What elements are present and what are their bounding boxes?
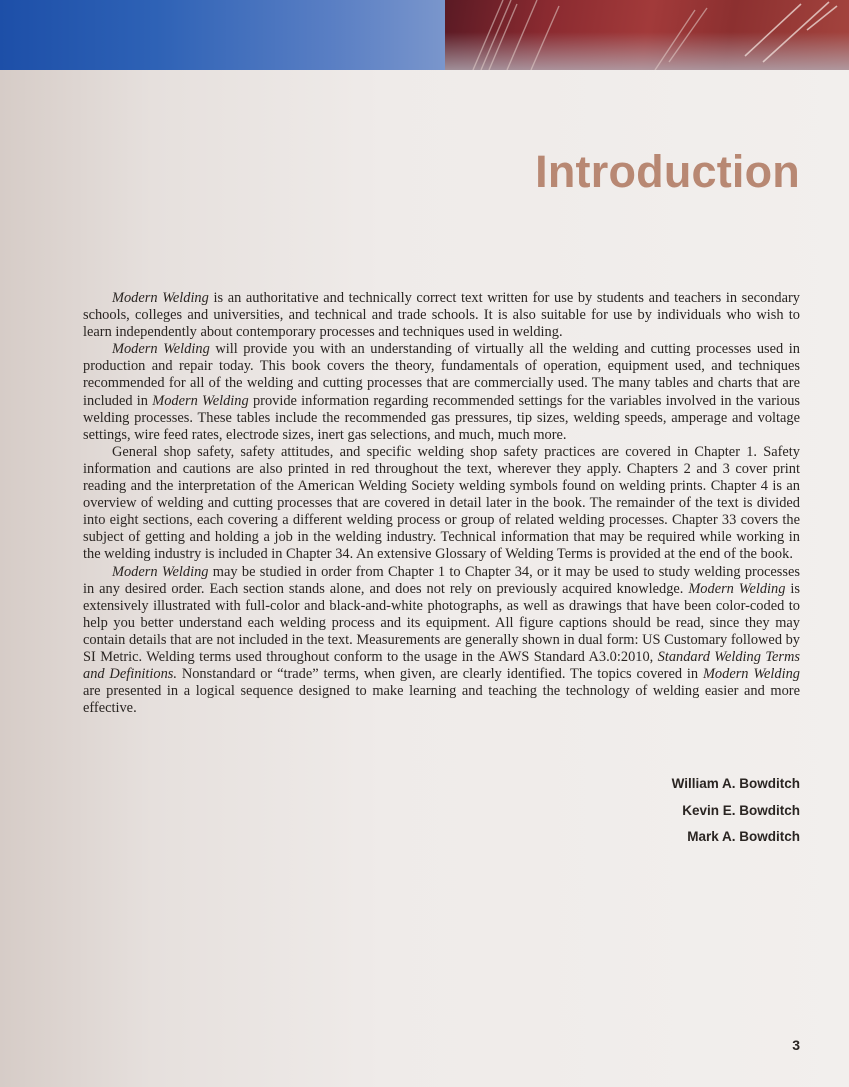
body-paragraph: [83, 290, 800, 341]
paragraph-text: is extensively illustrated with full-color and black-and-white photographs, as well as drawings that have been color-coded to help you better understand each welding process and its equipment. All figure captions should be read, since they may contain details that are not included in the text. Measurements are generally shown in dual form: US Customary followed by SI Metric. Welding terms used throughout conform to the usage in the AWS Standard A3.0:2010,: [83, 580, 800, 665]
italic-title-text: Modern Welding: [112, 341, 210, 358]
italic-title-text: Modern Welding: [112, 563, 209, 580]
intro-body: [83, 290, 800, 717]
italic-title-text: Modern Welding: [702, 666, 800, 683]
header-banner: [0, 0, 849, 70]
paragraph-text: may be studied in order from Chapter 1 to Chapter 34, or it may be used to study welding processes in any desired order. Each section stands alone, and does not rely on previously acquired knowledge.: [83, 563, 800, 597]
italic-title-text: Standard Welding Terms and Definitions.: [83, 648, 800, 683]
author-list: [672, 776, 800, 856]
italic-title-text: Modern Welding: [152, 392, 249, 409]
body-paragraph: [83, 444, 800, 564]
page-number: 3: [792, 1037, 800, 1053]
author-name: Kevin E. Bowditch: [682, 802, 800, 818]
paragraph-text: General shop safety, safety attitudes, and specific welding shop safety practices are covered in Chapter 1. Safety information and cautions are also printed in red throughout the text, wherever they apply. Chapters 2 and 3 cover print reading and the interpretation of the American Welding Society welding symbols found on welding prints. Chapter 4 is an overview of welding and cutting processes that are covered in detail later in the book. The remainder of the text is divided into eight sections, each covering a different welding process or group of related welding processes. Chapter 33 covers the subject of getting and holding a job in the welding industry. Technical information that may be required while working in the welding industry is included in Chapter 34. An extensive Glossary of Welding Terms is provided at the end of the book.: [83, 443, 800, 563]
page-title: Introduction: [535, 146, 800, 197]
paragraph-text: is an authoritative and technically correct text written for use by students and teachers in secondary schools, colleges and universities, and technical and trade schools. It is also suitable for use by individuals who wish to learn independently about contemporary processes and techniques used in welding.: [83, 290, 800, 341]
italic-title-text: Modern Welding: [112, 290, 209, 306]
italic-title-text: Modern Welding: [688, 580, 786, 597]
paragraph-text: Nonstandard or “trade” terms, when given, are clearly identified. The topics covered in: [177, 666, 703, 683]
header-sparks-decoration: [445, 0, 849, 70]
paragraph-text: are presented in a logical sequence designed to make learning and teaching the technology of welding easier and more effective.: [83, 683, 800, 717]
body-paragraph: [83, 564, 800, 718]
paragraph-text: will provide you with an understanding of virtually all the welding and cutting processes used in production and repair today. This book covers the theory, fundamentals of operation, equipment used, and techniques recommended for all of the welding and cutting processes that are commercially used. The many tables and charts that are included in: [83, 341, 800, 409]
paragraph-text: provide information regarding recommended settings for the variables involved in the various welding processes. These tables include the recommended gas pressures, tip sizes, welding speeds, amperage and voltage settings, wire feed rates, electrode sizes, inert gas selections, and much, much more.: [83, 392, 800, 443]
author-name: Mark A. Bowditch: [687, 829, 800, 844]
header-banner-blue: [0, 0, 445, 70]
body-paragraph: [83, 341, 800, 444]
author-name: William A. Bowditch: [671, 776, 800, 791]
